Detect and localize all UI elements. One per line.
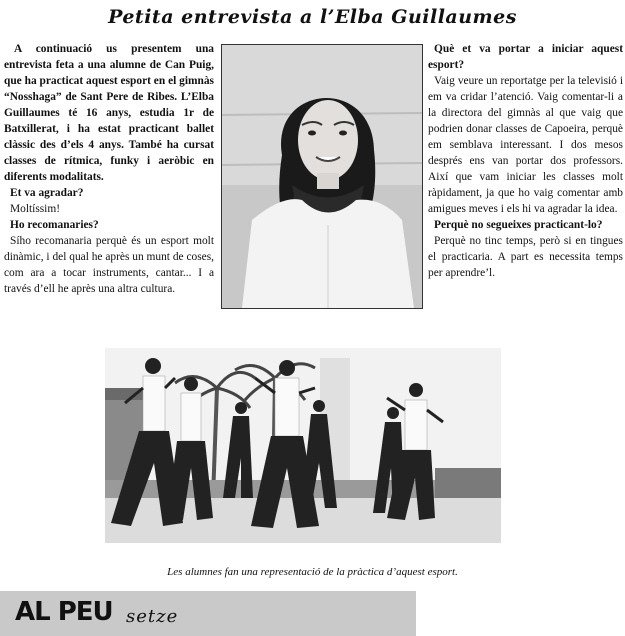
answer-2: Sího recomanaria perquè és un esport molt dinàmic, i del qual he après un munt de coses, com ara a tocar instruments, cantar... I a través d’ell he après una altra cultura. bbox=[4, 235, 214, 295]
intro-paragraph: A continuació us presentem una entrevista feta a una alumne de Can Puig, que ha practicat aquest esport en el gimnàs “Nosshaga” de Sant Pere de Ribes. L’Elba Guillaumes té 16 anys, estudia 1r de Batxillerat, i ha estat practicant ballet clàssic des d’els 4 anys. També ha cursat classes de rítmica, funky i aeròbic en diferents modalitats. bbox=[4, 43, 214, 183]
portrait-photo bbox=[221, 44, 423, 309]
answer-4: Perquè no tinc temps, però si en tingues el practicaria. A part es necessita temps per aprendre’l. bbox=[428, 235, 623, 279]
article-title: Petita entrevista a l’Elba Guillaumes bbox=[108, 6, 517, 28]
photo-caption: Les alumnes fan una representació de la pràctica d’aquest esport. bbox=[167, 566, 458, 578]
question-1: Et va agradar? bbox=[10, 187, 84, 199]
footer-band bbox=[0, 591, 416, 636]
right-column bbox=[428, 41, 623, 281]
portrait-illustration bbox=[222, 45, 422, 308]
question-3: Què et va portar a iniciar aquest esport? bbox=[428, 43, 623, 71]
group-dance-photo bbox=[105, 348, 501, 543]
question-2: Ho recomanaries? bbox=[10, 219, 99, 231]
answer-1: Moltíssim! bbox=[10, 203, 61, 215]
footer-page-number: setze bbox=[126, 606, 179, 627]
answer-3: Vaig veure un reportatge per la televisió i em va cridar l’atenció. Vaig comentar-li a la directora del gimnàs al que vaig que podrien donar classes de Capoeira, perquè em semblava interessant. I dos mesos després ens van portar dos professors. Així que vam iniciar les classes molt ràpidament, ja que ho vaig comentar amb amigues meves i els hi va agradar la idea. bbox=[428, 75, 623, 215]
question-4: Perquè no segueixes practicant-lo? bbox=[434, 219, 603, 231]
group-dance-illustration bbox=[105, 348, 501, 543]
footer-brand: AL PEU bbox=[15, 597, 113, 627]
left-column bbox=[4, 41, 214, 297]
